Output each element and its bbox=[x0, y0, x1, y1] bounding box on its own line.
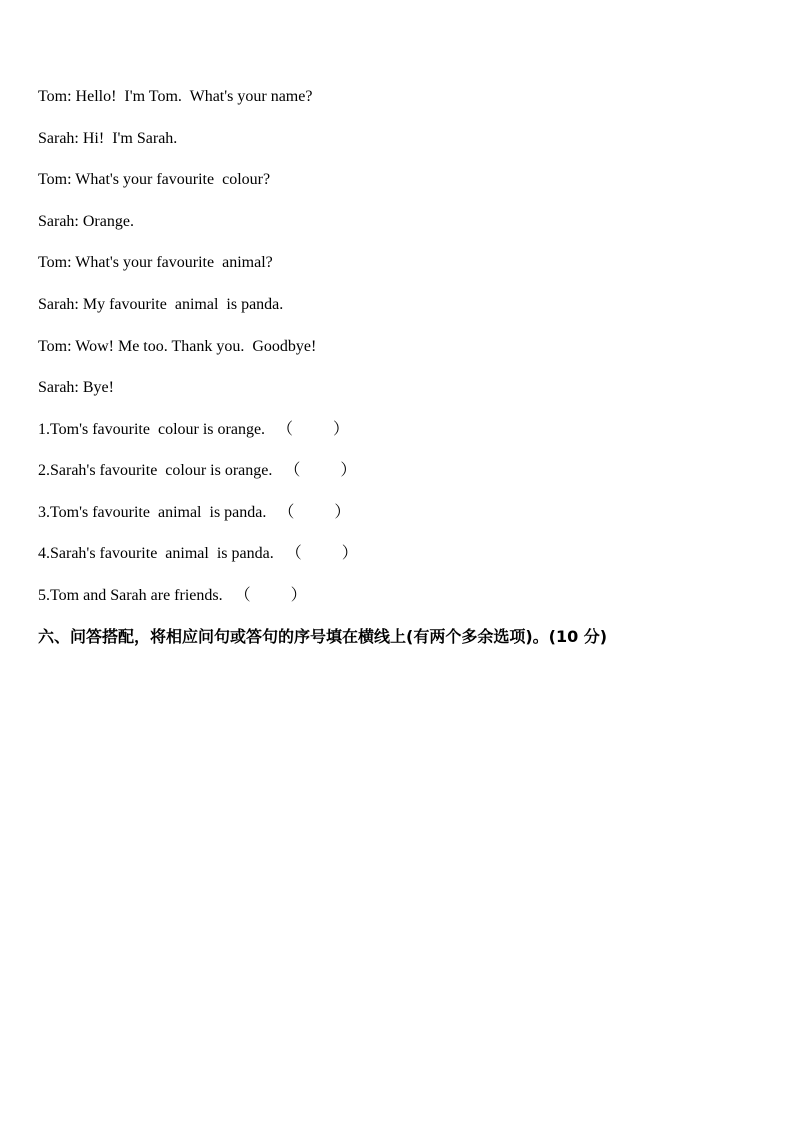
section-heading: 六、问答搭配，将相应问句或答句的序号填在横线上(有两个多余选项)。(10 分) bbox=[38, 627, 608, 646]
question-1: 1.Tom's favourite colour is orange. （ ） bbox=[38, 421, 350, 438]
dialogue-line-8: Sarah: Bye! bbox=[38, 379, 114, 396]
dialogue-line-6: Sarah: My favourite animal is panda. bbox=[38, 296, 284, 313]
question-4: 4.Sarah's favourite animal is panda. （ ） bbox=[38, 545, 358, 562]
dialogue-line-3: Tom: What's your favourite colour? bbox=[38, 171, 271, 188]
dialogue-line-2: Sarah: Hi! I'm Sarah. bbox=[38, 130, 178, 147]
dialogue-line-7: Tom: Wow! Me too. Thank you. Goodbye! bbox=[38, 338, 317, 355]
question-2: 2.Sarah's favourite colour is orange. （ ） bbox=[38, 462, 357, 479]
dialogue-line-4: Sarah: Orange. bbox=[38, 213, 134, 230]
dialogue-line-1: Tom: Hello! I'm Tom. What's your name? bbox=[38, 88, 313, 105]
question-3: 3.Tom's favourite animal is panda. （ ） bbox=[38, 504, 351, 521]
dialogue-line-5: Tom: What's your favourite animal? bbox=[38, 254, 273, 271]
question-5: 5.Tom and Sarah are friends. （ ） bbox=[38, 587, 307, 604]
